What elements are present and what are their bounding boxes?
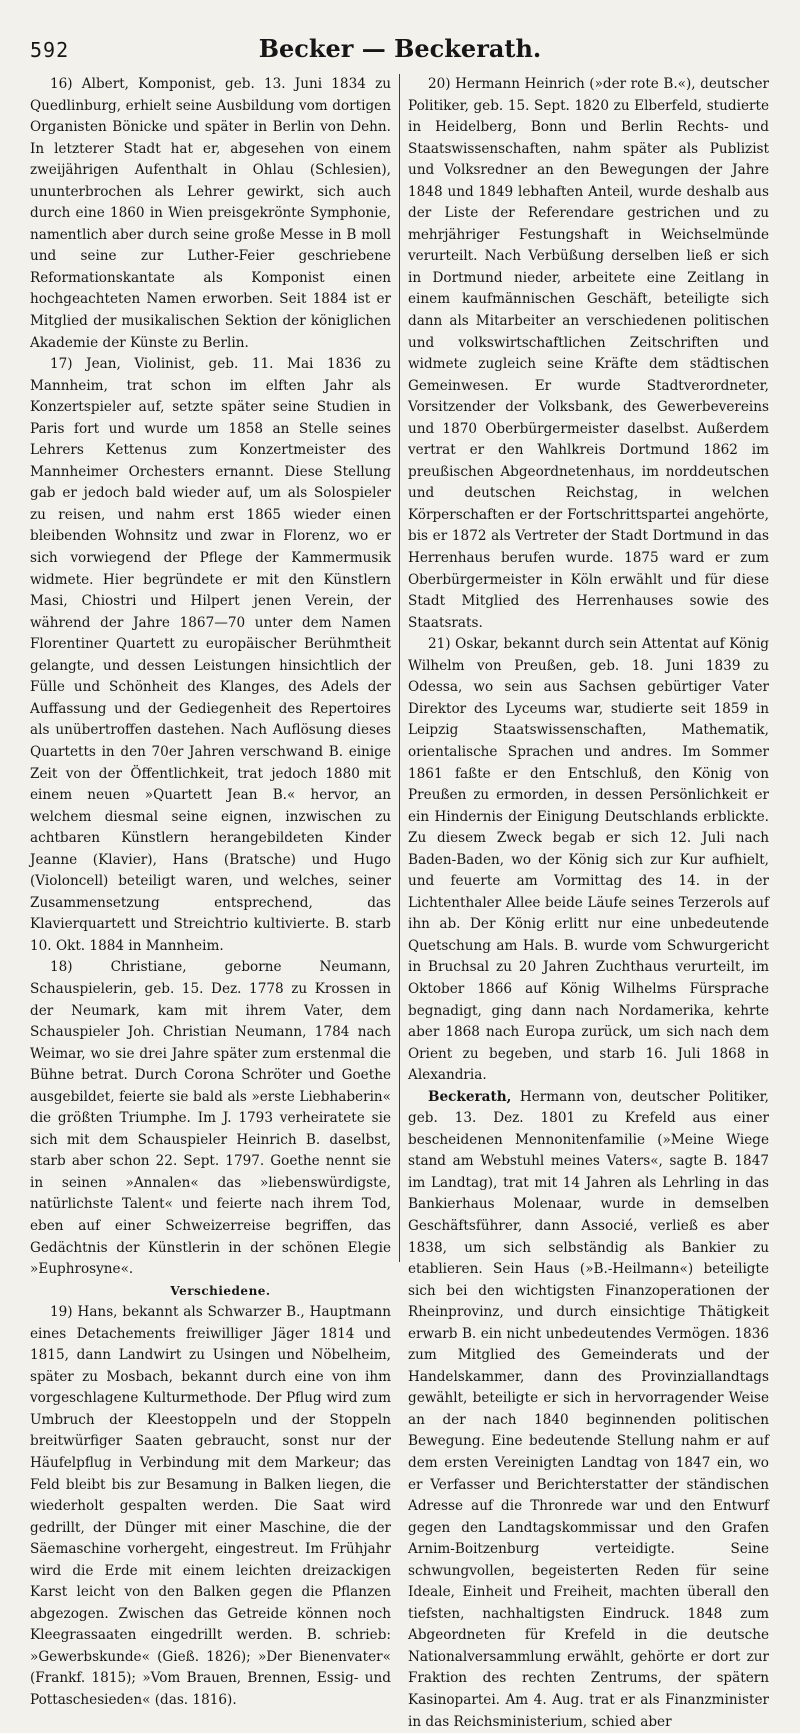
- section-title-verschiedene: Verschiedene.: [170, 1283, 271, 1298]
- entry-21-oskar: 21) Oskar, bekannt durch sein Attentat auf König Wilhelm von Preußen, geb. 18. Juni 1839 zu Odessa, wo sein aus Sachsen gebürtiger Vater Direktor des Lyceums war, studierte seit 1859 in Leipzig Staatswissenschaften, Mathematik, orientalische Sprachen und andres. Im Sommer 1861 faßte er den Entschluß, den König von Preußen zu ermorden, in dessen Persönlichkeit er ein Hindernis der Einigung Deutschlands erblickte. Zu diesem Zweck begab er sich 12. Juli nach Baden-Baden, wo der König sich zur Kur aufhielt, und feuerte am Vormittag des 14. in der Lichtenthaler Allee beide Läufe seines Terzerols auf ihn ab. Der König erlitt nur eine unbedeutende Quetschung am Hals. B. wurde vom Schwurgericht in Bruchsal zu 20 Jahren Zuchthaus verurteilt, im Oktober 1866 auf König Wilhelms Fürsprache begnadigt, ging dann nach Nordamerika, kehrte aber 1868 nach Europa zurück, um sich nach dem Orient zu begeben, und starb 16. Juli 1868 in Alexandria.: [408, 636, 769, 1084]
- page-number: 592: [30, 38, 70, 62]
- running-head: Becker — Beckerath.: [258, 34, 542, 63]
- right-column: [408, 74, 769, 1730]
- entry-17-jean: 17) Jean, Violinist, geb. 11. Mai 1836 zu Mannheim, trat schon im elften Jahr als Konzertspieler auf, setzte später seine Studien in Paris fort und wurde um 1858 an Stelle seines Lehrers Kettenus zum Konzertmeister des Mannheimer Orchesters ernannt. Diese Stellung gab er jedoch bald wieder auf, um als Solospieler zu reisen, und nahm erst 1865 wieder einen bleibenden Wohnsitz und zwar in Florenz, wo er sich vorwiegend der Pflege der Kammermusik widmete. Hier begründete er mit den Künstlern Masi, Chiostri und Hilpert jenen Verein, der während der Jahre 1867—70 unter dem Namen Florentiner Quartett zu europäischer Berühmtheit gelangte, und dessen Leistungen hinsichtlich der Fülle und Schönheit des Klanges, des Adels der Auffassung und der Gediegenheit des Repertoires als unübertroffen dastehen. Nach Auflösung dieses Quartetts in den 70er Jahren verschwand B. einige Zeit von der Öffentlichkeit, trat jedoch 1880 mit einem neuen »Quartett Jean B.« hervor, an welchem diesmal seine eignen, inzwischen zu achtbaren Künstlern herangebildeten Kinder Jeanne (Klavier), Hans (Bratsche) und Hugo (Violoncell) beteiligt waren, und welches, seiner Zusammensetzung entsprechend, das Klavierquartett und Streichtrio kultivierte. B. starb 10. Okt. 1884 in Mannheim.: [30, 356, 391, 954]
- entry-16-albert: 16) Albert, Komponist, geb. 13. Juni 1834 zu Quedlinburg, erhielt seine Ausbildung vom dortigen Organisten Bönicke und später in Berlin von Dehn. In letzterer Stadt hat er, abgesehen von einem zweijährigen Aufenthalt in Ohlau (Schlesien), ununterbrochen als Lehrer gewirkt, sich auch durch eine 1860 in Wien preisgekrönte Symphonie, namentlich aber durch seine große Messe in B moll und seine zur Luther-Feier geschriebene Reformationskantate als Komponist einen hochgeachteten Namen erworben. Seit 1884 ist er Mitglied der musikalischen Sektion der königlichen Akademie der Künste zu Berlin.: [30, 76, 391, 351]
- page-header: [30, 34, 770, 68]
- entry-20-hermann-heinrich: 20) Hermann Heinrich (»der rote B.«), deutscher Politiker, geb. 15. Sept. 1820 zu Elberfeld, studierte in Heidelberg, Bonn und Berlin Rechts- und Staatswissenschaften, nahm später als Publizist und Volksredner an den Bewegungen der Jahre 1848 und 1849 lebhaften Anteil, wurde deshalb aus der Liste der Referendare gestrichen und zu mehrjähriger Festungshaft in Weichselmünde verurteilt. Nach Verbüßung derselben ließ er sich in Dortmund nieder, arbeitete eine Zeitlang in einem kaufmännischen Geschäft, beteiligte sich dann als Mitarbeiter an verschiedenen politischen und volkswirtschaftlichen Zeitschriften und widmete zugleich seine Kräfte dem städtischen Gemeinwesen. Er wurde Stadtverordneter, Vorsitzender der Volksbank, des Gewerbevereins und 1870 Oberbürgermeister daselbst. Außerdem vertrat er den Wahlkreis Dortmund 1862 im preußischen Abgeordnetenhaus, im norddeutschen und deutschen Reichstag, in welchen Körperschaften er der Fortschrittspartei angehörte, bis er 1872 als Vertreter der Stadt Dortmund in das Herrenhaus berufen wurde. 1875 ward er zum Oberbürgermeister in Köln erwählt und für diese Stadt Mitglied des Herrenhauses sowie des Staatsrats.: [408, 76, 769, 631]
- column-divider: [399, 74, 400, 1262]
- entry-19-hans: 19) Hans, bekannt als Schwarzer B., Hauptmann eines Detachements freiwilliger Jäger 1814 und 1815, dann Landwirt zu Usingen und Nöbelheim, später zu Mosbach, bekannt durch eine von ihm vorgeschlagene Kulturmethode. Der Pflug wird zum Umbruch der Kleestoppeln und der Stoppeln breitwürfiger Saaten gebraucht, sonst nur der Häufelpflug in Verbindung mit dem Markeur; das Feld bleibt bis zur Besamung in Balken liegen, die wiederholt gespalten werden. Die Saat wird gedrillt, der Dünger mit einer Maschine, die der Säemaschine vorhergeht, eingestreut. Im Frühjahr wird die Erde mit einem leichten dreizackigen Karst leicht von den Balken gegen die Pflanzen abgezogen. Zwischen das Getreide können noch Kleegrassaaten eingedrillt werden. B. schrieb: »Gewerbskunde« (Gieß. 1826); »Der Bienenvater« (Frankf. 1815); »Vom Brauen, Brennen, Essig- und Pottaschesieden« (das. 1816).: [30, 1304, 391, 1709]
- lemma-beckerath: Beckerath,: [428, 1088, 512, 1105]
- entry-beckerath: [408, 1087, 769, 1733]
- entry-18-christiane: 18) Christiane, geborne Neumann, Schauspielerin, geb. 15. Dez. 1778 zu Krossen in der Neumark, kam mit ihrem Vater, dem Schauspieler Joh. Christian Neumann, 1784 nach Weimar, wo sie drei Jahre später zum erstenmal die Bühne betrat. Durch Corona Schröter und Goethe ausgebildet, feierte sie bald als »erste Liebhaberin« die größten Triumphe. Im J. 1793 verheiratete sie sich mit dem Schauspieler Heinrich B. daselbst, starb aber schon 22. Sept. 1797. Goethe nennt sie in seinen »Annalen« das »liebenswürdigste, natürlichste Talent« und feierte nach ihrem Tod, eben auf einer Schweizerreise begriffen, das Gedächtnis der Künstlerin in der schönen Elegie »Euphrosyne«.: [30, 959, 391, 1278]
- entry-beckerath-text: Hermann von, deutscher Politiker, geb. 13. Dez. 1801 zu Krefeld aus einer bescheidenen Mennonitenfamilie (»Meine Wiege stand am Webstuhl meines Vaters«, sagte B. 1847 im Landtag), trat mit 14 Jahren als Lehrling in das Bankierhaus Molenaar, wurde in demselben Geschäftsführer, dann Associé, verließ es aber 1838, um sich selbständig als Bankier zu etablieren. Sein Haus (»B.-Heilmann«) beteiligte sich bei den wichtigsten Finanzoperationen der Rheinprovinz, und durch einsichtige Thätigkeit erwarb B. ein nicht unbedeutendes Vermögen. 1836 zum Mitglied des Gemeinderats und der Handelskammer, dann des Provinziallandtags gewählt, beteiligte er sich in hervorragender Weise an der nach 1840 beginnenden politischen Bewegung. Eine bedeutende Stellung nahm er auf dem ersten Vereinigten Landtag von 1847 ein, wo er Verfasser und Berichterstatter der ständischen Adresse auf die Thronrede war und den Entwurf gegen den Landtagskommissar und den Grafen Arnim-Boitzenburg verteidigte. Seine schwungvollen, begeisterten Reden für seine Ideale, Einheit und Freiheit, machten überall den tiefsten, nachhaltigsten Eindruck. 1848 zum Abgeordneten für Krefeld in die deutsche Nationalversammlung erwählt, gehörte er dort zur Fraktion des rechten Zentrums, der spätern Kasinopartei. Am 4. Aug. trat er als Finanzminister in das Reichsministerium, schied aber: [408, 1088, 769, 1730]
- left-column: [30, 74, 391, 1709]
